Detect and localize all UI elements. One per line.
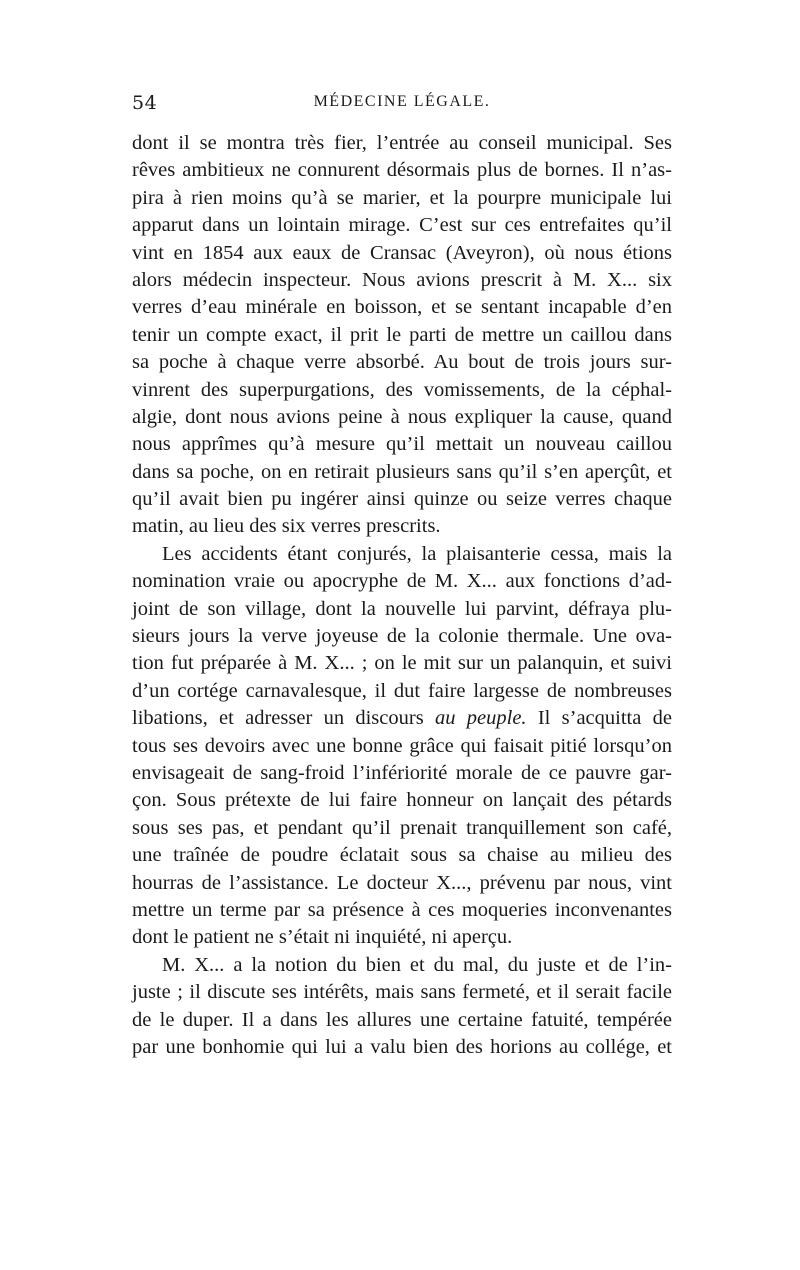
- text-line: juste ; il discute ses intérêts, mais sans fermeté, et il serait facile: [132, 981, 672, 1004]
- text-line: dans sa poche, on en retirait plusieurs sans qu’il s’en aperçût, et: [132, 460, 672, 483]
- text-line: apparut dans un lointain mirage. C’est sur ces entrefaites qu’il: [132, 214, 672, 237]
- text-line: M. X... a la notion du bien et du mal, du juste et de l’in-: [162, 953, 672, 976]
- text-line: nomination vraie ou apocryphe de M. X... aux fonctions d’ad-: [132, 570, 672, 593]
- text-line: alors médecin inspecteur. Nous avions prescrit à M. X... six: [132, 268, 672, 291]
- text-line: tous ses devoirs avec une bonne grâce qui faisait pitié lorsqu’on: [132, 734, 672, 757]
- text-line: vinrent des superpurgations, des vomissements, de la céphal-: [132, 378, 672, 401]
- text-line: envisageait de sang-froid l’infériorité morale de ce pauvre gar-: [132, 761, 672, 784]
- text-line: vint en 1854 aux eaux de Cransac (Aveyron), où nous étions: [132, 241, 672, 264]
- text-line: tenir un compte exact, il prit le parti de mettre un caillou dans: [132, 323, 672, 346]
- text-line: joint de son village, dont la nouvelle lui parvint, défraya plu-: [132, 597, 672, 620]
- text-line: une traînée de poudre éclatait sous sa chaise au milieu des: [132, 844, 672, 867]
- text-line: matin, au lieu des six verres prescrits.: [132, 515, 441, 538]
- page-number: 54: [132, 92, 158, 114]
- text-segment: libations, et adresser un discours: [132, 707, 424, 730]
- italic-phrase: au peuple.: [434, 707, 527, 730]
- text-line: Les accidents étant conjurés, la plaisanterie cessa, mais la: [162, 542, 672, 565]
- text-line: pira à rien moins qu’à se marier, et la pourpre municipale lui: [132, 186, 672, 209]
- text-segment: Il s’acquitta de: [526, 707, 672, 730]
- text-line: par une bonhomie qui lui a valu bien des horions au collége, et: [132, 1035, 672, 1058]
- text-line: mettre un terme par sa présence à ces moqueries inconvenantes: [132, 898, 672, 921]
- running-head: [132, 92, 672, 116]
- text-line: hourras de l’assistance. Le docteur X..., prévenu par nous, vint: [132, 871, 672, 894]
- text-line: nous apprîmes qu’à mesure qu’il mettait un nouveau caillou: [132, 433, 672, 456]
- running-title: MÉDECINE LÉGALE.: [313, 93, 491, 110]
- text-line: rêves ambitieux ne connurent désormais plus de bornes. Il n’as-: [132, 159, 672, 182]
- text-line: qu’il avait bien pu ingérer ainsi quinze ou seize verres chaque: [132, 488, 672, 511]
- text-line: d’un cortége carnavalesque, il dut faire largesse de nombreuses: [132, 679, 672, 702]
- text-line: sa poche à chaque verre absorbé. Au bout de trois jours sur-: [132, 351, 672, 374]
- text-line: sieurs jours la verve joyeuse de la colonie thermale. Une ova-: [132, 625, 672, 648]
- text-line: algie, dont nous avions peine à nous expliquer la cause, quand: [132, 405, 672, 428]
- text-line: de le duper. Il a dans les allures une certaine fatuité, tempérée: [132, 1008, 672, 1031]
- text-line: tion fut préparée à M. X... ; on le mit sur un palanquin, et suivi: [132, 652, 672, 675]
- text-line: çon. Sous prétexte de lui faire honneur on lançait des pétards: [132, 789, 672, 812]
- text-line-with-italic: [132, 705, 672, 732]
- body-text: [132, 130, 672, 1061]
- text-line: dont il se montra très fier, l’entrée au conseil municipal. Ses: [132, 132, 672, 154]
- text-line: verres d’eau minérale en boisson, et se sentant incapable d’en: [132, 296, 672, 319]
- text-line: sous ses pas, et pendant qu’il prenait tranquillement son café,: [132, 816, 672, 839]
- text-line: dont le patient ne s’était ni inquiété, ni aperçu.: [132, 926, 513, 949]
